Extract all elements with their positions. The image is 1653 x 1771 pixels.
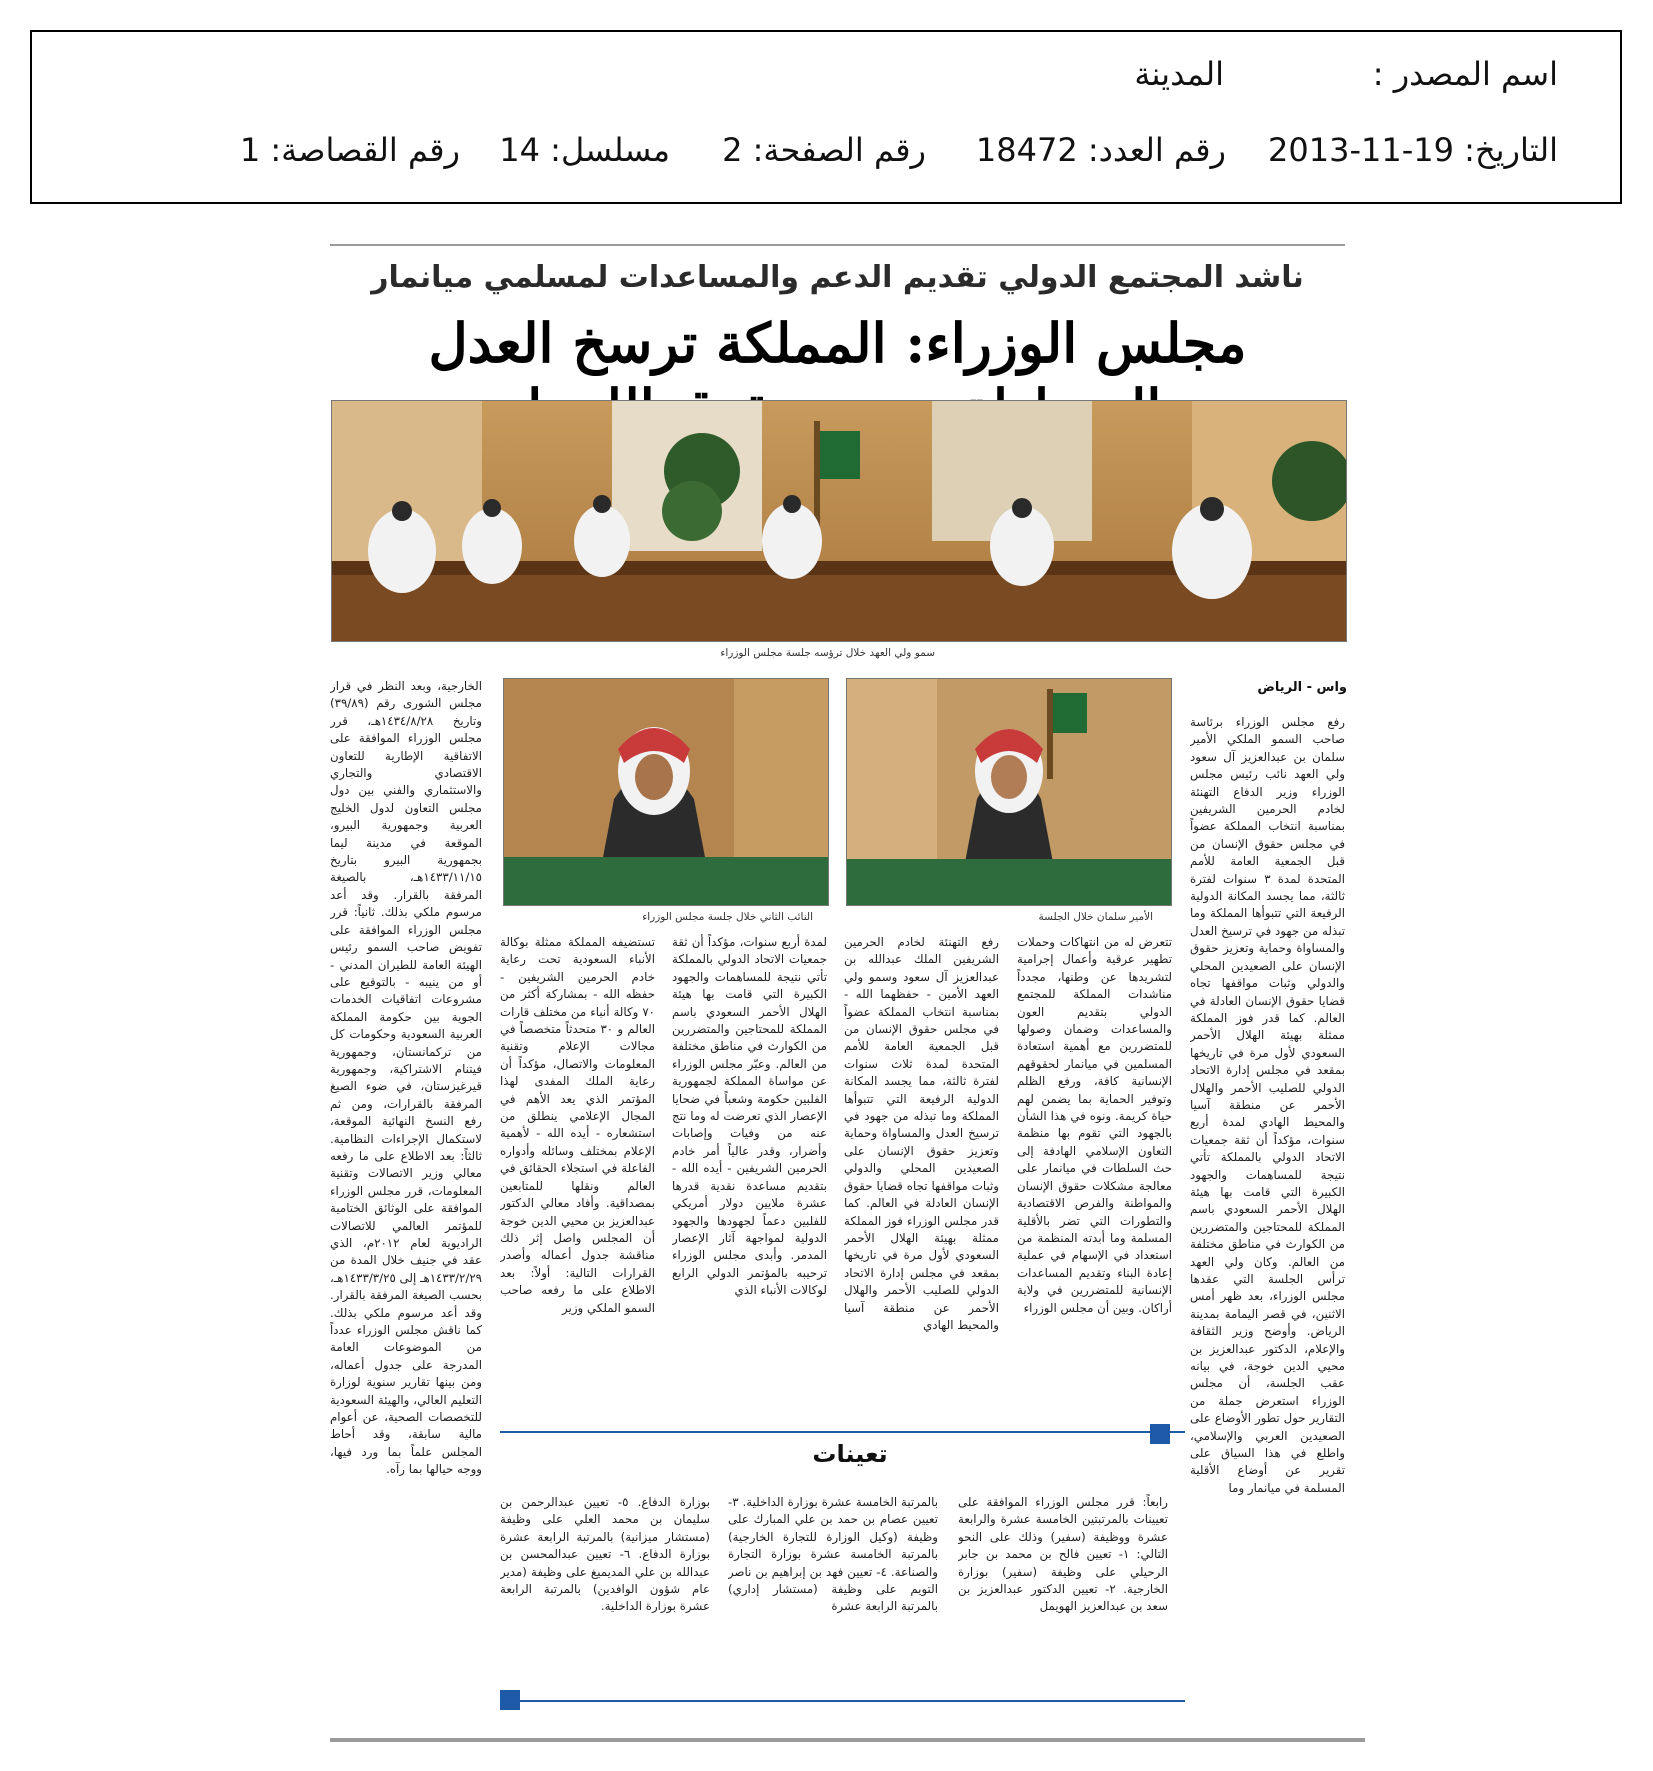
section-rule [500, 1431, 1185, 1433]
article-column-4 [672, 934, 827, 1410]
issue-field: رقم العدد: 18472 [975, 131, 1226, 169]
column-text: رفع التهنئة لخادم الحرمين الشريفين الملك عبدالله بن عبدالعزيز آل سعود وسمو ولي العهد الأمين - حفظهما الله - بمناسبة انتخاب المملكة عضواً في مجلس حقوق الإنسان من قبل الجمعية العامة للأمم المتحدة لمدة ثلاث سنوات لفترة ثالثة، مما يجسد المكانة الدولية الرفيعة التي تتبوأها المملكة وما تبذله من جهود في ترسيخ العدل والمساواة وحماية وتعزيز حقوق الإنسان على الصعيدين المحلي والدولي وثبات مواقفها تجاه قضايا حقوق الإنسان العادلة في العالم. كما قدر مجلس الوزراء فوز المملكة ممثلة بهيئة الهلال الأحمر السعودي لأول مرة في تاريخها بمقعد في مجلس إدارة الاتحاد الدولي للصليب الأحمر والهلال الأحمر عن منطقة آسيا والمحيط الهادي [844, 935, 999, 1332]
appointments-column-3 [500, 1494, 710, 1700]
prince-photo-caption: الأمير سلمان خلال الجلسة [1038, 911, 1153, 923]
column-text: تتعرض له من انتهاكات وحملات تطهير عرقية وأعمال إجرامية لتشريدها عن وطنها، مجدداً مناشدات المملكة للمجتمع الدولي بتقديم العون والمساعدات وضمان وصولها للمتضررين مع أهمية استعادة المسلمين في ميانمار لحقوقهم الإنسانية كافة، ورفع الظلم وتوفير الحماية بما يضمن لهم حياة كريمة. ونوه في هذا الشأن بالجهود التي تقوم بها منظمة التعاون الإسلامي الهادفة إلى حث السلطات في ميانمار على معالجة مشكلات حقوق الإنسان والمواطنة والفرص الاقتصادية والتطورات التي تضر بالأقلية المسلمة وما أبدته المنظمة من استعداد في الإسهام في عملية إعادة البناء وتقديم المساعدات الإنسانية للمتضررين في ولاية أراكان. وبين أن مجلس الوزراء [1017, 935, 1172, 1315]
column-text: تستضيفه المملكة ممثلة بوكالة الأنباء السعودية تحت رعاية خادم الحرمين الشريفين - حفظه الله - بمشاركة أكثر من ٧٠ وكالة أنباء من مختلف قارات العالم و ٣٠ متحدثاً متخصصاً في مجالات الإعلام وتقنية المعلومات والاتصال، مؤكداً أن رعاية الملك المفدى لهذا المؤتمر الذي يعد الأهم في المجال الإعلامي ينطلق من استشعاره - أيده الله - لأهمية الإعلام بمختلف وسائله وأدواره الفاعلة في استجلاء الحقائق في العالم ونقلها للمتابعين بمصداقية. وأفاد معالي الدكتور عبدالعزيز بن محيي الدين خوجة أن المجلس واصل إثر ذلك مناقشة جدول أعماله وأصدر القرارات التالية: أولاً: بعد الاطلاع على ما رفعه صاحب السمو الملكي وزير [500, 935, 655, 1315]
appointments-column-1 [958, 1494, 1168, 1700]
column-text: بوزارة الدفاع. ٥- تعيين عبدالرحمن بن سليمان بن محمد العلي على وظيفة (مستشار ميزانية) بالمرتبة الرابعة عشرة بوزارة الدفاع. ٦- تعيين عبدالمحسن بن عبدالله بن علي المديميغ على وظيفة (مدير عام شؤون الوافدين) بالمرتبة الرابعة عشرة بوزارة الداخلية. [500, 1495, 710, 1614]
column-text: بالمرتبة الخامسة عشرة بوزارة الداخلية. ٣- تعيين عصام بن حمد بن علي المبارك على وظيفة (وكيل الوزارة للتجارة الخارجية) بالمرتبة الخامسة عشرة بوزارة التجارة والصناعة. ٤- تعيين فهد بن إبراهيم بن ناصر التويم على وظيفة (مستشار إداري) بالمرتبة الرابعة عشرة [728, 1495, 938, 1614]
date-field: التاريخ: 19-11-2013 [1268, 131, 1558, 169]
page-field: رقم الصفحة: 2 [722, 131, 926, 169]
article-column-6 [330, 678, 482, 1704]
section-marker [1150, 1424, 1170, 1444]
article-column-5 [500, 934, 655, 1410]
article-headline: مجلس الوزراء: المملكة ترسخ العدل [428, 311, 1247, 375]
column-text: رفع مجلس الوزراء برئاسة صاحب السمو الملكي الأمير سلمان بن عبدالعزيز آل سعود ولي العهد نائب رئيس مجلس الوزراء وزير الدفاع التهنئة لخادم الحرمين الشريفين بمناسبة انتخاب المملكة عضواً في مجلس حقوق الإنسان من قبل الجمعية العامة للأمم المتحدة لمدة ٣ سنوات لفترة ثالثة، مما يجسد المكانة الدولية الرفيعة التي تتبوأها المملكة وما تبذله من جهود في ترسيخ العدل والمساواة وحماية وتعزيز حقوق الإنسان على الصعيدين المحلي والدولي وثبات مواقفها تجاه قضايا حقوق الإنسان العادلة في العالم. كما قدر فوز المملكة ممثلة بهيئة الهلال الأحمر السعودي لأول مرة في تاريخها بمقعد في مجلس إدارة الاتحاد الدولي للصليب الأحمر والهلال الأحمر عن منطقة آسيا والمحيط الهادي لمدة أربع سنوات، مؤكداً أن ثقة جمعيات الاتحاد الدولي بالمملكة تأتي نتيجة للمساهمات والجهود الكبيرة التي قامت بها هيئة الهلال الأحمر السعودي باسم المملكة للمحتاجين والمتضررين من الكوارث في مناطق مختلفة من العالم. وكان ولي العهد ترأس الجلسة التي عقدها مجلس الوزراء، بعد ظهر أمس الاثنين، في قصر اليمامة بمدينة الرياض. وأوضح وزير الثقافة والإعلام، الدكتور عبدالعزيز بن محيي الدين خوجة، في بيانه عقب الجلسة، أن مجلس الوزراء استعرض جملة من التقارير حول تطور الأوضاع على الصعيدين العربي والإسلامي، واطلع في هذا السياق على تقرير عن أوضاع الأقلية المسلمة في ميانمار وما [1190, 715, 1345, 1495]
clipping-metadata-box [30, 30, 1622, 204]
main-photo-caption: سمو ولي العهد خلال ترؤسه جلسة مجلس الوزراء [720, 647, 935, 659]
article-column-2 [1017, 934, 1172, 1410]
top-rule [330, 244, 1345, 246]
source-label: اسم المصدر : [1372, 55, 1558, 93]
byline: واس - الرياض [1257, 680, 1347, 695]
main-photo [331, 400, 1347, 642]
column-text: الخارجية، وبعد النظر في قرار مجلس الشورى رقم (٣٩/٨٩) وتاريخ ١٤٣٤/٨/٢٨هـ، قرر مجلس الوزراء الموافقة على الاتفاقية الإطارية للتعاون الاقتصادي والتجاري والاستثماري والفني بين دول مجلس التعاون لدول الخليج العربية وجمهورية البيرو، الموقعة في مدينة ليما بجمهورية البيرو بتاريخ ١٤٣٣/١١/١٥هـ، بالصيغة المرفقة بالقرار. وقد أعد مرسوم ملكي بذلك. ثانياً: قرر مجلس الوزراء الموافقة على تفويض صاحب السمو رئيس الهيئة العامة للطيران المدني - أو من ينيبه - بالتوقيع على مشروعات اتفاقيات الخدمات الجوية بين حكومة المملكة العربية السعودية وحكومات كل من تركمانستان، وجمهورية فيتنام الاشتراكية، وجمهورية قيرغيزستان، في ضوء الصيغ المرفقة بالقرارات، ومن ثم رفع النسخ النهائية الموقعة، لاستكمال الإجراءات النظامية. ثالثاً: بعد الاطلاع على ما رفعه معالي وزير الاتصالات وتقنية المعلومات، قرر مجلس الوزراء الموافقة على الوثائق الختامية للمؤتمر العالمي للاتصالات الراديوية لعام ٢٠١٢م، الذي عقد في جنيف خلال المدة من ١٤٣٣/٢/٢٩هـ إلى ١٤٣٣/٣/٢٥هـ، بحسب الصيغة المرفقة بالقرار. وقد أعد مرسوم ملكي بذلك. كما ناقش مجلس الوزراء عدداً من الموضوعات العامة المدرجة على جدول أعماله، ومن بينها تقارير سنوية لوزارة التعليم العالي، والهيئة السعودية للتخصصات الصحية، عن أعوام مالية سابقة، وقد أحاط المجلس علماً بما ورد فيها، ووجه حيالها بما رآه. [330, 679, 482, 1477]
clip-field: رقم القصاصة: 1 [239, 131, 460, 169]
section-title: تعينات [812, 1440, 888, 1468]
column-text: رابعاً: قرر مجلس الوزراء الموافقة على تعيينات بالمرتبتين الخامسة عشرة والرابعة عشرة ووظيفة (سفير) وذلك على النحو التالي: ١- تعيين فالح بن محمد بن جابر الرحيلي على وظيفة (سفير) بوزارة الخارجية. ٢- تعيين الدكتور عبدالعزيز بن سعد بن عبدالعزيز الهويمل [958, 1495, 1168, 1614]
column-text: لمدة أربع سنوات، مؤكداً أن ثقة جمعيات الاتحاد الدولي بالمملكة تأتي نتيجة للمساهمات والجهود الكبيرة التي قامت بها هيئة الهلال الأحمر السعودي باسم المملكة للمحتاجين والمتضررين من الكوارث في مناطق مختلفة من العالم. وعبّر مجلس الوزراء عن مواساة المملكة لجمهورية الفلبين حكومة وشعباً في ضحايا الإعصار الذي تعرضت له وما نتج عنه من وفيات وإصابات وأضرار، وقدر عالياً أمر خادم الحرمين الشريفين - أيده الله - بتقديم مساعدة نقدية قدرها عشرة ملايين دولار أمريكي للفلبين دعماً لجهودها والجهود الدولية لمواجهة آثار الإعصار المدمر. وأبدى مجلس الوزراء ترحيبه بالمؤتمر الدولي الرابع لوكالات الأنباء الذي [672, 935, 827, 1298]
bottom-rule [500, 1700, 1185, 1702]
article-column-1 [1190, 714, 1345, 1704]
deputy-photo-caption: النائب الثاني خلال جلسة مجلس الوزراء [642, 911, 813, 923]
page-bottom-rule [330, 1738, 1365, 1742]
deputy-photo [503, 678, 829, 906]
article-column-3 [844, 934, 999, 1410]
article-kicker: ناشد المجتمع الدولي تقديم الدعم والمساعدات لمسلمي ميانمار [371, 260, 1304, 295]
source-value: المدينة [1134, 55, 1224, 93]
appointments-column-2 [728, 1494, 938, 1700]
prince-photo [846, 678, 1172, 906]
serial-field: مسلسل: 14 [499, 131, 670, 169]
end-marker [500, 1690, 520, 1710]
